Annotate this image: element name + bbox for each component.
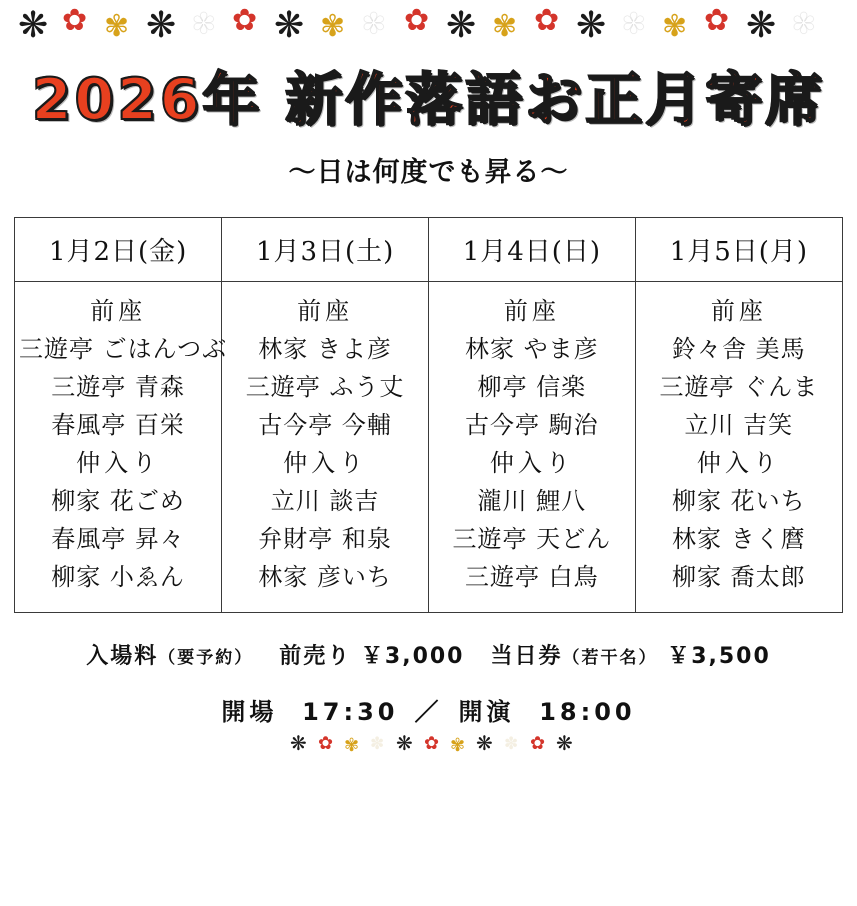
chrysanthemum-icon: ✾ [492,9,518,44]
door-note: （若干名） [562,647,658,668]
list-item: 三遊亭 ぐんま [659,372,819,401]
white-plum-icon: ✽ [370,733,385,754]
white-plum-icon: ✽ [622,7,646,40]
white-plum-icon: ✽ [504,733,519,754]
pine-motif-icon: ❋ [446,5,477,46]
plum-blossom-icon: ✿ [404,3,430,38]
chrysanthemum-icon: ✾ [104,9,130,44]
list-item: 仲入り [76,448,161,477]
list-item: 仲入り [696,448,781,477]
performer-list-day1 [15,281,228,612]
pine-motif-icon: ❋ [476,730,493,755]
top-decorative-border [0,0,857,72]
white-plum-icon: ✽ [792,7,816,40]
list-item: 三遊亭 天どん [452,524,612,553]
list-item: 林家 きく麿 [672,524,806,553]
list-item: 古今亭 駒治 [465,410,599,439]
column-header-day4: 1月5日(月) [635,218,842,282]
column-header-day2: 1月3日(土) [222,218,429,282]
pine-motif-icon: ❋ [18,5,49,46]
list-item: 古今亭 今輔 [258,410,392,439]
program-table-container [14,217,843,613]
list-item: 前座 [90,296,147,325]
list-item: 柳家 小ゑん [51,562,185,591]
pine-motif-icon: ❋ [274,5,305,46]
open-time: 17:30 [302,697,399,726]
advance-price: ￥3,000 [360,643,465,669]
list-item: 前座 [710,296,767,325]
list-item: 柳家 花ごめ [51,486,185,515]
plum-blossom-icon: ✿ [318,732,334,754]
list-item: 春風亭 昇々 [51,524,185,553]
performer-list-day2 [222,281,429,612]
table-row [15,281,842,612]
list-item: 柳家 花いち [672,486,806,515]
list-item: 前座 [503,296,560,325]
list-item: 仲入り [489,448,574,477]
start-label: 開演 [458,697,515,726]
showtime-line [0,692,857,727]
list-item: 三遊亭 青森 [51,372,185,401]
column-header-day1: 1月2日(金) [15,218,222,282]
table-header-row [15,218,842,282]
plum-blossom-icon: ✿ [232,3,258,38]
plum-blossom-icon: ✿ [534,3,560,38]
door-label: 当日券 [490,643,563,669]
chrysanthemum-icon: ✾ [320,9,346,44]
list-item: 仲入り [283,448,368,477]
pine-motif-icon: ❋ [290,730,307,755]
white-plum-icon: ✽ [192,7,216,40]
chrysanthemum-icon: ✾ [344,734,360,756]
list-item: 春風亭 百栄 [51,410,185,439]
bottom-decorative-border [0,731,857,771]
program-table [15,218,842,612]
plum-blossom-icon: ✿ [530,732,546,754]
list-item: 立川 吉笑 [684,410,794,439]
start-time: 18:00 [539,697,636,726]
chrysanthemum-icon: ✾ [662,9,688,44]
list-item: 前座 [297,296,354,325]
plum-blossom-icon: ✿ [62,3,88,38]
chrysanthemum-icon: ✾ [450,734,466,756]
time-separator: ／ [414,697,443,726]
performer-list-day3 [429,281,636,612]
list-item: 鈴々舎 美馬 [672,334,806,363]
pine-motif-icon: ❋ [576,5,607,46]
admission-fee-line [0,639,857,670]
fee-label: 入場料 [86,643,159,669]
footer-info [0,639,857,727]
list-item: 瀧川 鯉八 [477,486,587,515]
list-item: 弁財亭 和泉 [258,524,392,553]
list-item: 柳家 喬太郎 [672,562,806,591]
list-item: 柳亭 信楽 [477,372,587,401]
plum-blossom-icon: ✿ [704,3,730,38]
page-title: 2026年 新作落語お正月寄席 [31,67,826,133]
pine-motif-icon: ❋ [556,730,573,755]
list-item: 三遊亭 白鳥 [465,562,599,591]
plum-blossom-icon: ✿ [424,732,440,754]
list-item: 林家 彦いち [258,562,392,591]
pine-motif-icon: ❋ [746,5,777,46]
fee-note: （要予約） [158,647,254,668]
list-item: 林家 きよ彦 [258,334,392,363]
pine-motif-icon: ❋ [396,730,413,755]
page-subtitle: 〜日は何度でも昇る〜 [288,156,569,188]
column-header-day3: 1月4日(日) [429,218,636,282]
list-item: 立川 談吉 [270,486,380,515]
open-label: 開場 [221,697,278,726]
list-item: 三遊亭 ふう丈 [245,372,405,401]
advance-label: 前売り [279,643,352,669]
title-block [0,68,857,189]
performer-list-day4 [635,281,842,612]
pine-motif-icon: ❋ [146,5,177,46]
door-price: ￥3,500 [667,643,771,669]
list-item: 三遊亭 ごはんつぶ [19,334,228,363]
white-plum-icon: ✽ [362,7,386,40]
list-item: 林家 やま彦 [465,334,599,363]
